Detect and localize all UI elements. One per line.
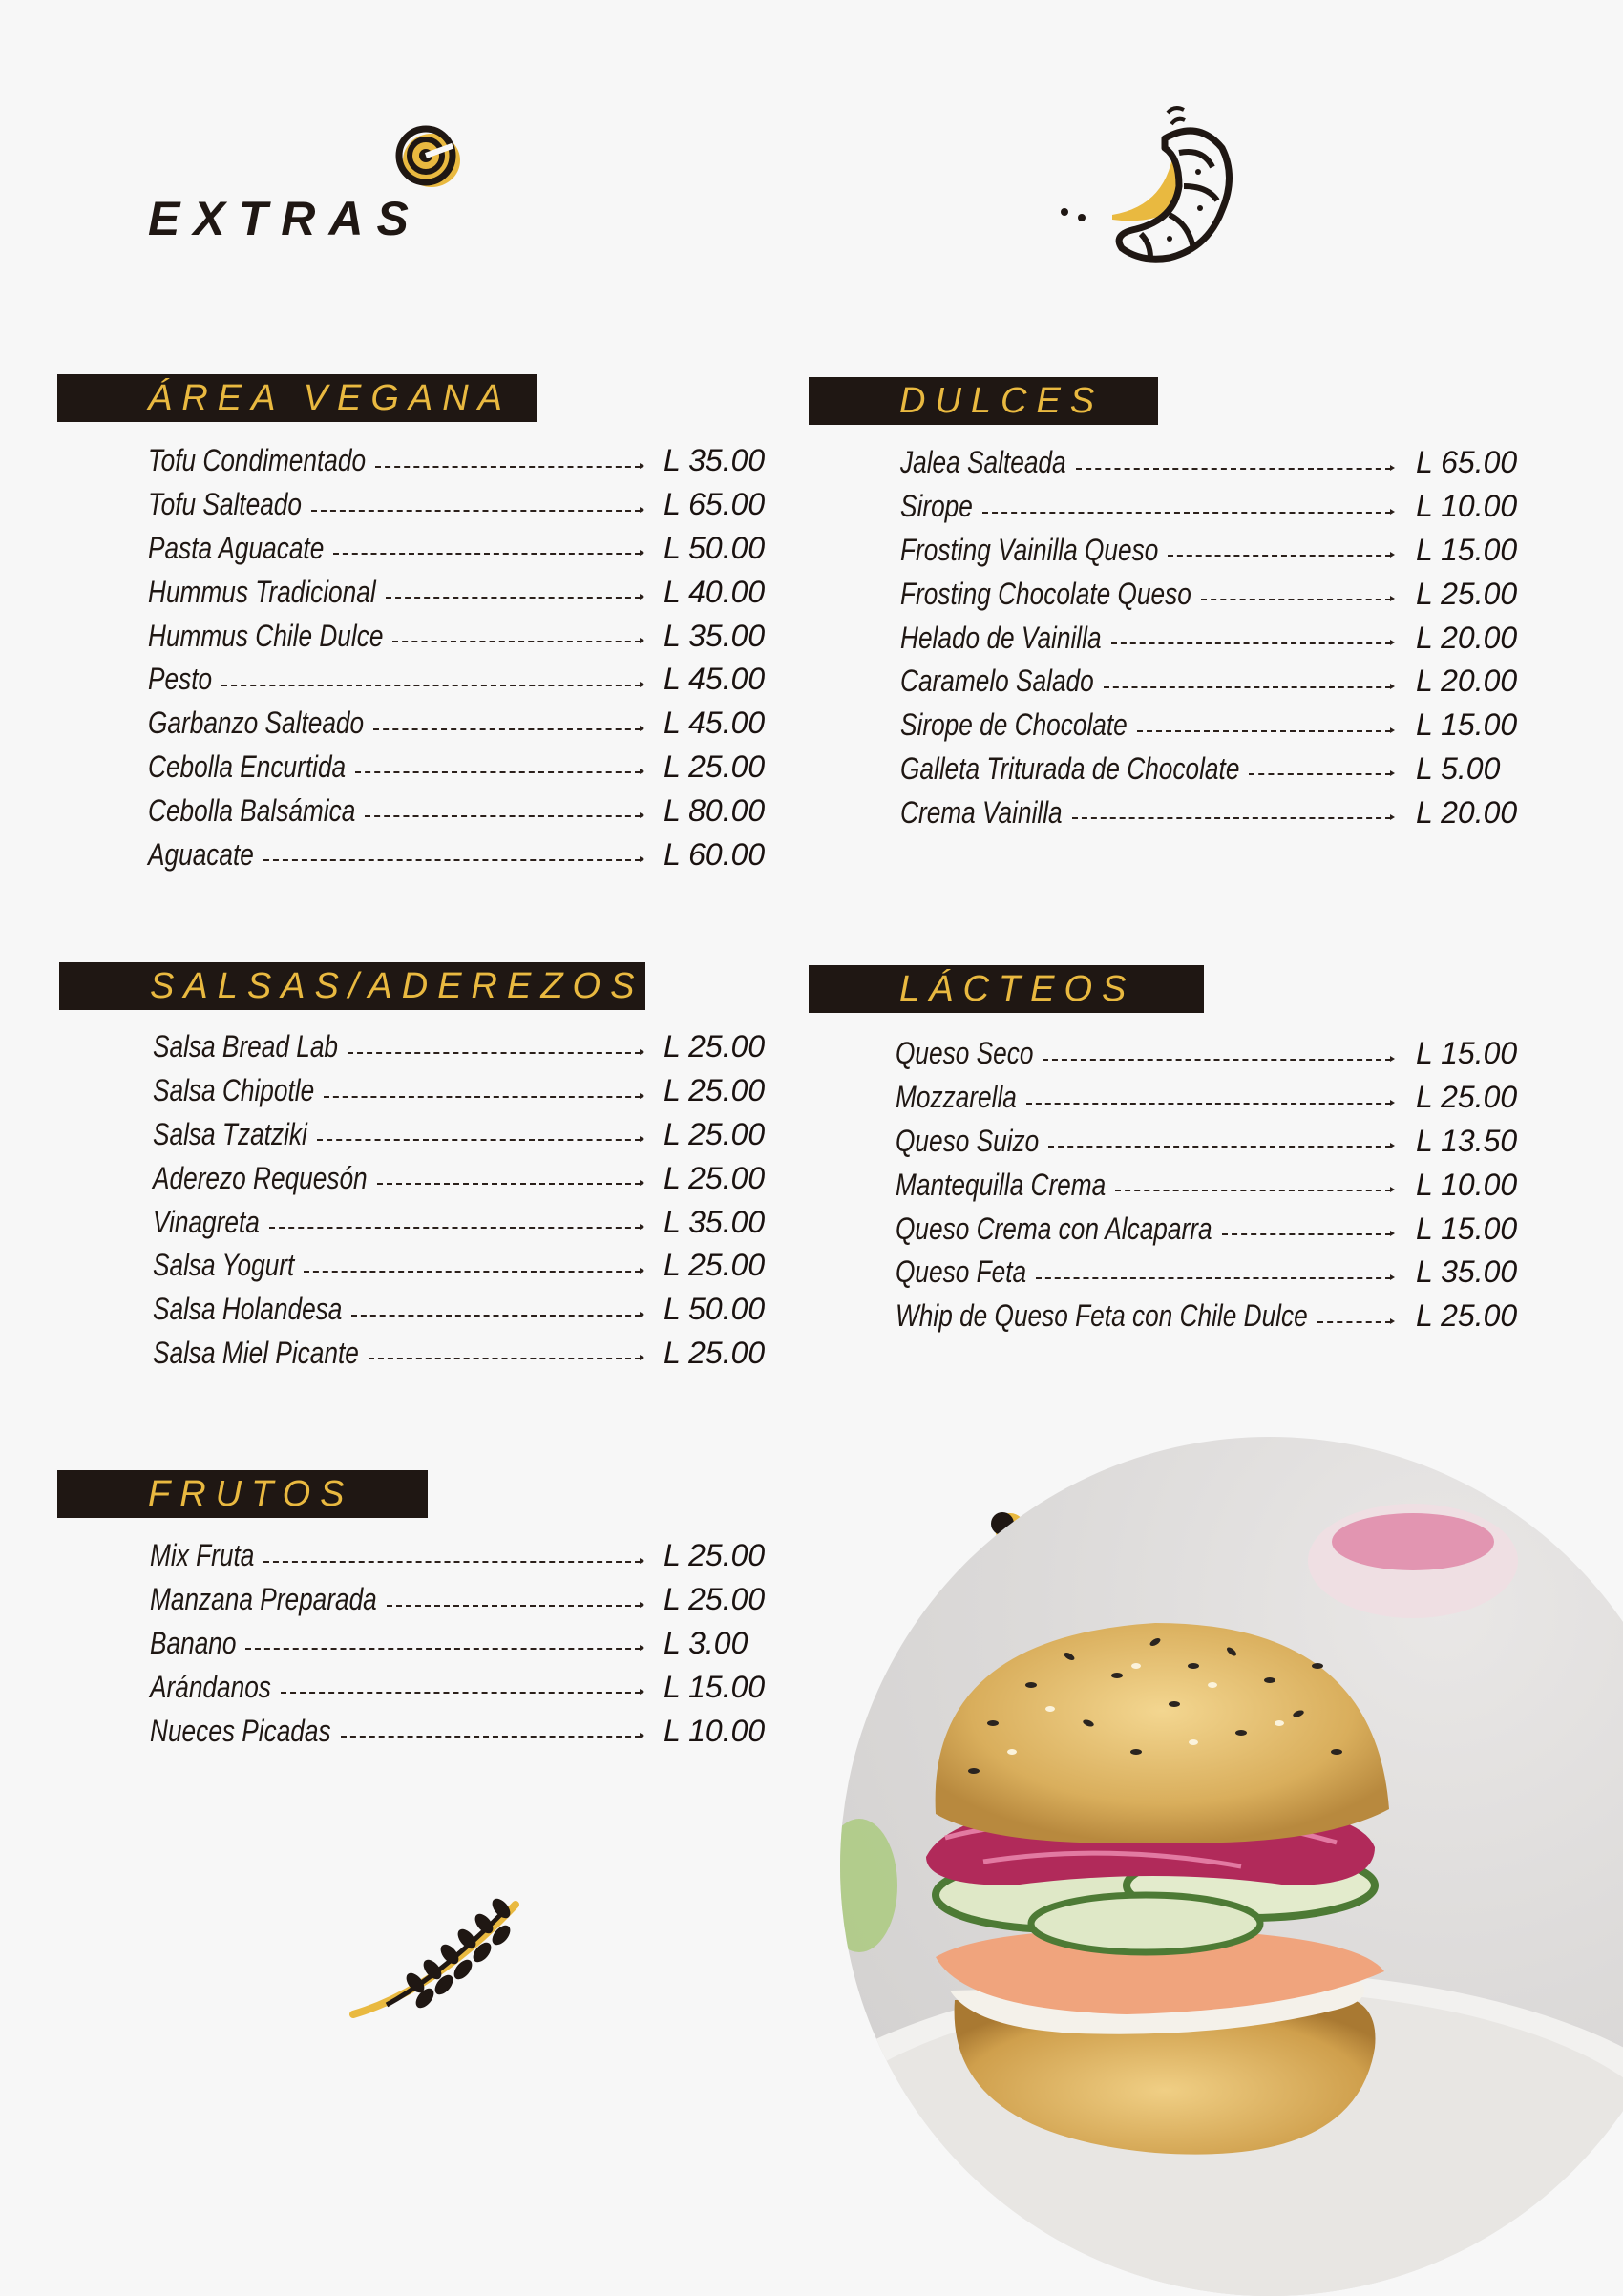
list-item xyxy=(148,789,766,832)
list-item xyxy=(153,1113,766,1157)
item-name: Jalea Salteada xyxy=(900,445,1066,480)
leader-dots xyxy=(263,1561,641,1563)
page-title: EXTRAS xyxy=(148,192,422,245)
item-name: Hummus Chile Dulce xyxy=(148,618,384,653)
item-price: L 15.00 xyxy=(664,1669,766,1704)
item-price: L 40.00 xyxy=(664,574,766,609)
item-price: L 20.00 xyxy=(1416,794,1518,830)
list-item xyxy=(900,790,1518,834)
item-name: Queso Crema con Alcaparra xyxy=(896,1211,1212,1246)
item-name: Salsa Bread Lab xyxy=(153,1029,339,1064)
list-item xyxy=(896,1076,1518,1120)
item-name: Salsa Chipotle xyxy=(153,1073,315,1108)
item-name: Tofu Salteado xyxy=(148,487,302,522)
list-item xyxy=(148,746,766,790)
item-name: Aderezo Requesón xyxy=(153,1160,368,1195)
item-price: L 25.00 xyxy=(664,1073,766,1108)
leader-dots xyxy=(365,815,641,817)
leader-dots xyxy=(392,641,641,642)
leader-dots xyxy=(221,685,641,686)
leader-dots xyxy=(1201,599,1391,600)
leader-dots xyxy=(245,1648,641,1650)
list-item xyxy=(150,1534,766,1578)
list-item xyxy=(148,527,766,571)
leader-dots xyxy=(1076,468,1391,470)
item-price: L 25.00 xyxy=(1416,576,1518,611)
list-item xyxy=(153,1288,766,1332)
item-price: L 20.00 xyxy=(1416,664,1518,699)
item-name: Cebolla Encurtida xyxy=(148,748,347,784)
item-name: Hummus Tradicional xyxy=(148,574,376,609)
croissant-icon xyxy=(1055,95,1246,267)
list-item xyxy=(150,1665,766,1709)
leader-dots xyxy=(304,1271,641,1273)
item-name: Garbanzo Salteado xyxy=(148,706,365,741)
item-name: Banano xyxy=(150,1625,237,1660)
list-item xyxy=(896,1120,1518,1164)
item-name: Frosting Vainilla Queso xyxy=(900,532,1159,567)
list-item xyxy=(900,748,1511,791)
list-item xyxy=(896,1163,1518,1207)
item-price: L 35.00 xyxy=(664,443,766,478)
item-name: Whip de Queso Feta con Chile Dulce xyxy=(896,1298,1308,1334)
item-price: L 45.00 xyxy=(664,706,766,741)
list-item xyxy=(900,660,1518,704)
section-header-lacteos: LÁCTEOS xyxy=(809,965,1204,1013)
list-vegana xyxy=(148,439,766,876)
list-item xyxy=(900,529,1518,573)
list-item xyxy=(153,1025,766,1069)
item-name: Queso Suizo xyxy=(896,1123,1040,1158)
list-item xyxy=(153,1200,766,1244)
leader-dots xyxy=(386,597,641,599)
leader-dots xyxy=(1036,1277,1391,1279)
leader-dots xyxy=(311,510,641,512)
item-price: L 25.00 xyxy=(664,748,766,784)
item-price: L 50.00 xyxy=(664,530,766,565)
leader-dots xyxy=(1026,1103,1391,1105)
item-price: L 25.00 xyxy=(664,1538,766,1573)
bagel-sandwich-photo xyxy=(840,1437,1623,2296)
leader-dots xyxy=(348,1052,641,1054)
leader-dots xyxy=(341,1736,641,1738)
list-item xyxy=(900,704,1518,748)
list-item xyxy=(896,1207,1518,1251)
list-item xyxy=(150,1622,759,1666)
item-price: L 25.00 xyxy=(664,1116,766,1151)
item-name: Cebolla Balsámica xyxy=(148,792,356,828)
item-price: L 25.00 xyxy=(1416,1298,1518,1334)
item-name: Sirope de Chocolate xyxy=(900,707,1128,743)
item-name: Salsa Holandesa xyxy=(153,1292,343,1327)
item-price: L 10.00 xyxy=(1416,1167,1518,1202)
item-name: Mozzarella xyxy=(896,1080,1017,1115)
leader-dots xyxy=(1072,817,1391,819)
leader-dots xyxy=(1111,642,1391,644)
wheat-icon xyxy=(348,1895,525,2019)
leader-dots xyxy=(1048,1146,1391,1148)
item-price: L 20.00 xyxy=(1416,620,1518,655)
item-name: Sirope xyxy=(900,489,973,524)
item-name: Queso Feta xyxy=(896,1254,1027,1290)
item-name: Pesto xyxy=(148,662,213,697)
item-price: L 45.00 xyxy=(664,662,766,697)
item-price: L 35.00 xyxy=(1416,1254,1518,1290)
item-price: L 35.00 xyxy=(664,1204,766,1239)
list-item xyxy=(153,1069,766,1113)
swirl-icon xyxy=(391,124,468,196)
leader-dots xyxy=(982,512,1391,514)
list-dulces xyxy=(900,441,1518,834)
leader-dots xyxy=(377,1183,641,1185)
leader-dots xyxy=(373,728,641,730)
list-item xyxy=(900,572,1518,616)
item-price: L 25.00 xyxy=(664,1160,766,1195)
item-price: L 15.00 xyxy=(1416,1036,1518,1071)
item-price: L 25.00 xyxy=(664,1029,766,1064)
list-item xyxy=(153,1156,766,1200)
item-price: L 5.00 xyxy=(1416,750,1501,786)
section-header-dulces: DULCES xyxy=(809,377,1158,425)
item-price: L 10.00 xyxy=(664,1713,766,1748)
list-item xyxy=(896,1032,1518,1076)
list-item xyxy=(896,1295,1518,1338)
list-item xyxy=(153,1332,766,1376)
item-name: Caramelo Salado xyxy=(900,664,1094,699)
item-price: L 65.00 xyxy=(1416,445,1518,480)
leader-dots xyxy=(355,771,641,773)
item-price: L 25.00 xyxy=(664,1335,766,1370)
item-name: Frosting Chocolate Queso xyxy=(900,576,1191,611)
leader-dots xyxy=(375,466,641,468)
item-name: Queso Seco xyxy=(896,1036,1034,1071)
list-lacteos xyxy=(896,1032,1518,1338)
item-name: Salsa Tzatziki xyxy=(153,1116,307,1151)
leader-dots xyxy=(1043,1059,1391,1061)
item-name: Nueces Picadas xyxy=(150,1713,331,1748)
leader-dots xyxy=(263,859,641,861)
list-item xyxy=(148,439,766,483)
list-item xyxy=(896,1251,1518,1295)
item-price: L 25.00 xyxy=(664,1582,766,1617)
item-price: L 13.50 xyxy=(1416,1123,1518,1158)
item-name: Aguacate xyxy=(148,836,254,872)
list-item xyxy=(900,441,1518,485)
section-header-frutos: FRUTOS xyxy=(57,1470,428,1518)
leader-dots xyxy=(269,1227,641,1229)
leader-dots xyxy=(1104,686,1391,688)
leader-dots xyxy=(317,1139,641,1141)
item-price: L 3.00 xyxy=(664,1625,748,1660)
list-item xyxy=(148,702,766,746)
list-item xyxy=(150,1578,766,1622)
item-price: L 25.00 xyxy=(1416,1080,1518,1115)
leader-dots xyxy=(351,1315,641,1317)
item-name: Mix Fruta xyxy=(150,1538,255,1573)
leader-dots xyxy=(1317,1321,1391,1323)
item-price: L 35.00 xyxy=(664,618,766,653)
leader-dots xyxy=(1249,773,1391,775)
list-item xyxy=(900,485,1518,529)
item-name: Helado de Vainilla xyxy=(900,620,1102,655)
item-price: L 65.00 xyxy=(664,487,766,522)
section-header-salsas: SALSAS/ADEREZOS xyxy=(59,962,645,1010)
item-price: L 10.00 xyxy=(1416,489,1518,524)
item-price: L 15.00 xyxy=(1416,707,1518,743)
list-salsas xyxy=(153,1025,766,1375)
item-price: L 80.00 xyxy=(664,792,766,828)
item-name: Arándanos xyxy=(150,1669,271,1704)
list-item xyxy=(153,1244,766,1288)
bagel-sandwich-illustration xyxy=(840,1437,1623,2296)
item-price: L 25.00 xyxy=(664,1248,766,1283)
leader-dots xyxy=(1222,1233,1391,1235)
item-price: L 50.00 xyxy=(664,1292,766,1327)
item-name: Tofu Condimentado xyxy=(148,443,367,478)
item-name: Crema Vainilla xyxy=(900,794,1063,830)
item-name: Manzana Preparada xyxy=(150,1582,377,1617)
item-name: Salsa Miel Picante xyxy=(153,1335,359,1370)
item-price: L 15.00 xyxy=(1416,1211,1518,1246)
list-item xyxy=(148,614,766,658)
leader-dots xyxy=(1137,730,1391,732)
list-frutos xyxy=(150,1534,766,1753)
leader-dots xyxy=(1168,555,1391,557)
leader-dots xyxy=(1115,1190,1391,1191)
item-name: Galleta Triturada de Chocolate xyxy=(900,750,1240,786)
item-price: L 15.00 xyxy=(1416,532,1518,567)
item-price: L 60.00 xyxy=(664,836,766,872)
item-name: Vinagreta xyxy=(153,1204,260,1239)
list-item xyxy=(900,616,1518,660)
list-item xyxy=(148,658,766,702)
leader-dots xyxy=(333,553,641,555)
item-name: Salsa Yogurt xyxy=(153,1248,295,1283)
leader-dots xyxy=(387,1605,641,1607)
list-item xyxy=(148,570,766,614)
list-item xyxy=(148,832,766,876)
leader-dots xyxy=(369,1358,641,1359)
list-item xyxy=(148,483,766,527)
leader-dots xyxy=(281,1692,641,1694)
section-header-vegana: ÁREA VEGANA xyxy=(57,374,537,422)
item-name: Mantequilla Crema xyxy=(896,1167,1107,1202)
list-item xyxy=(150,1709,766,1753)
item-name: Pasta Aguacate xyxy=(148,530,325,565)
leader-dots xyxy=(324,1096,641,1098)
